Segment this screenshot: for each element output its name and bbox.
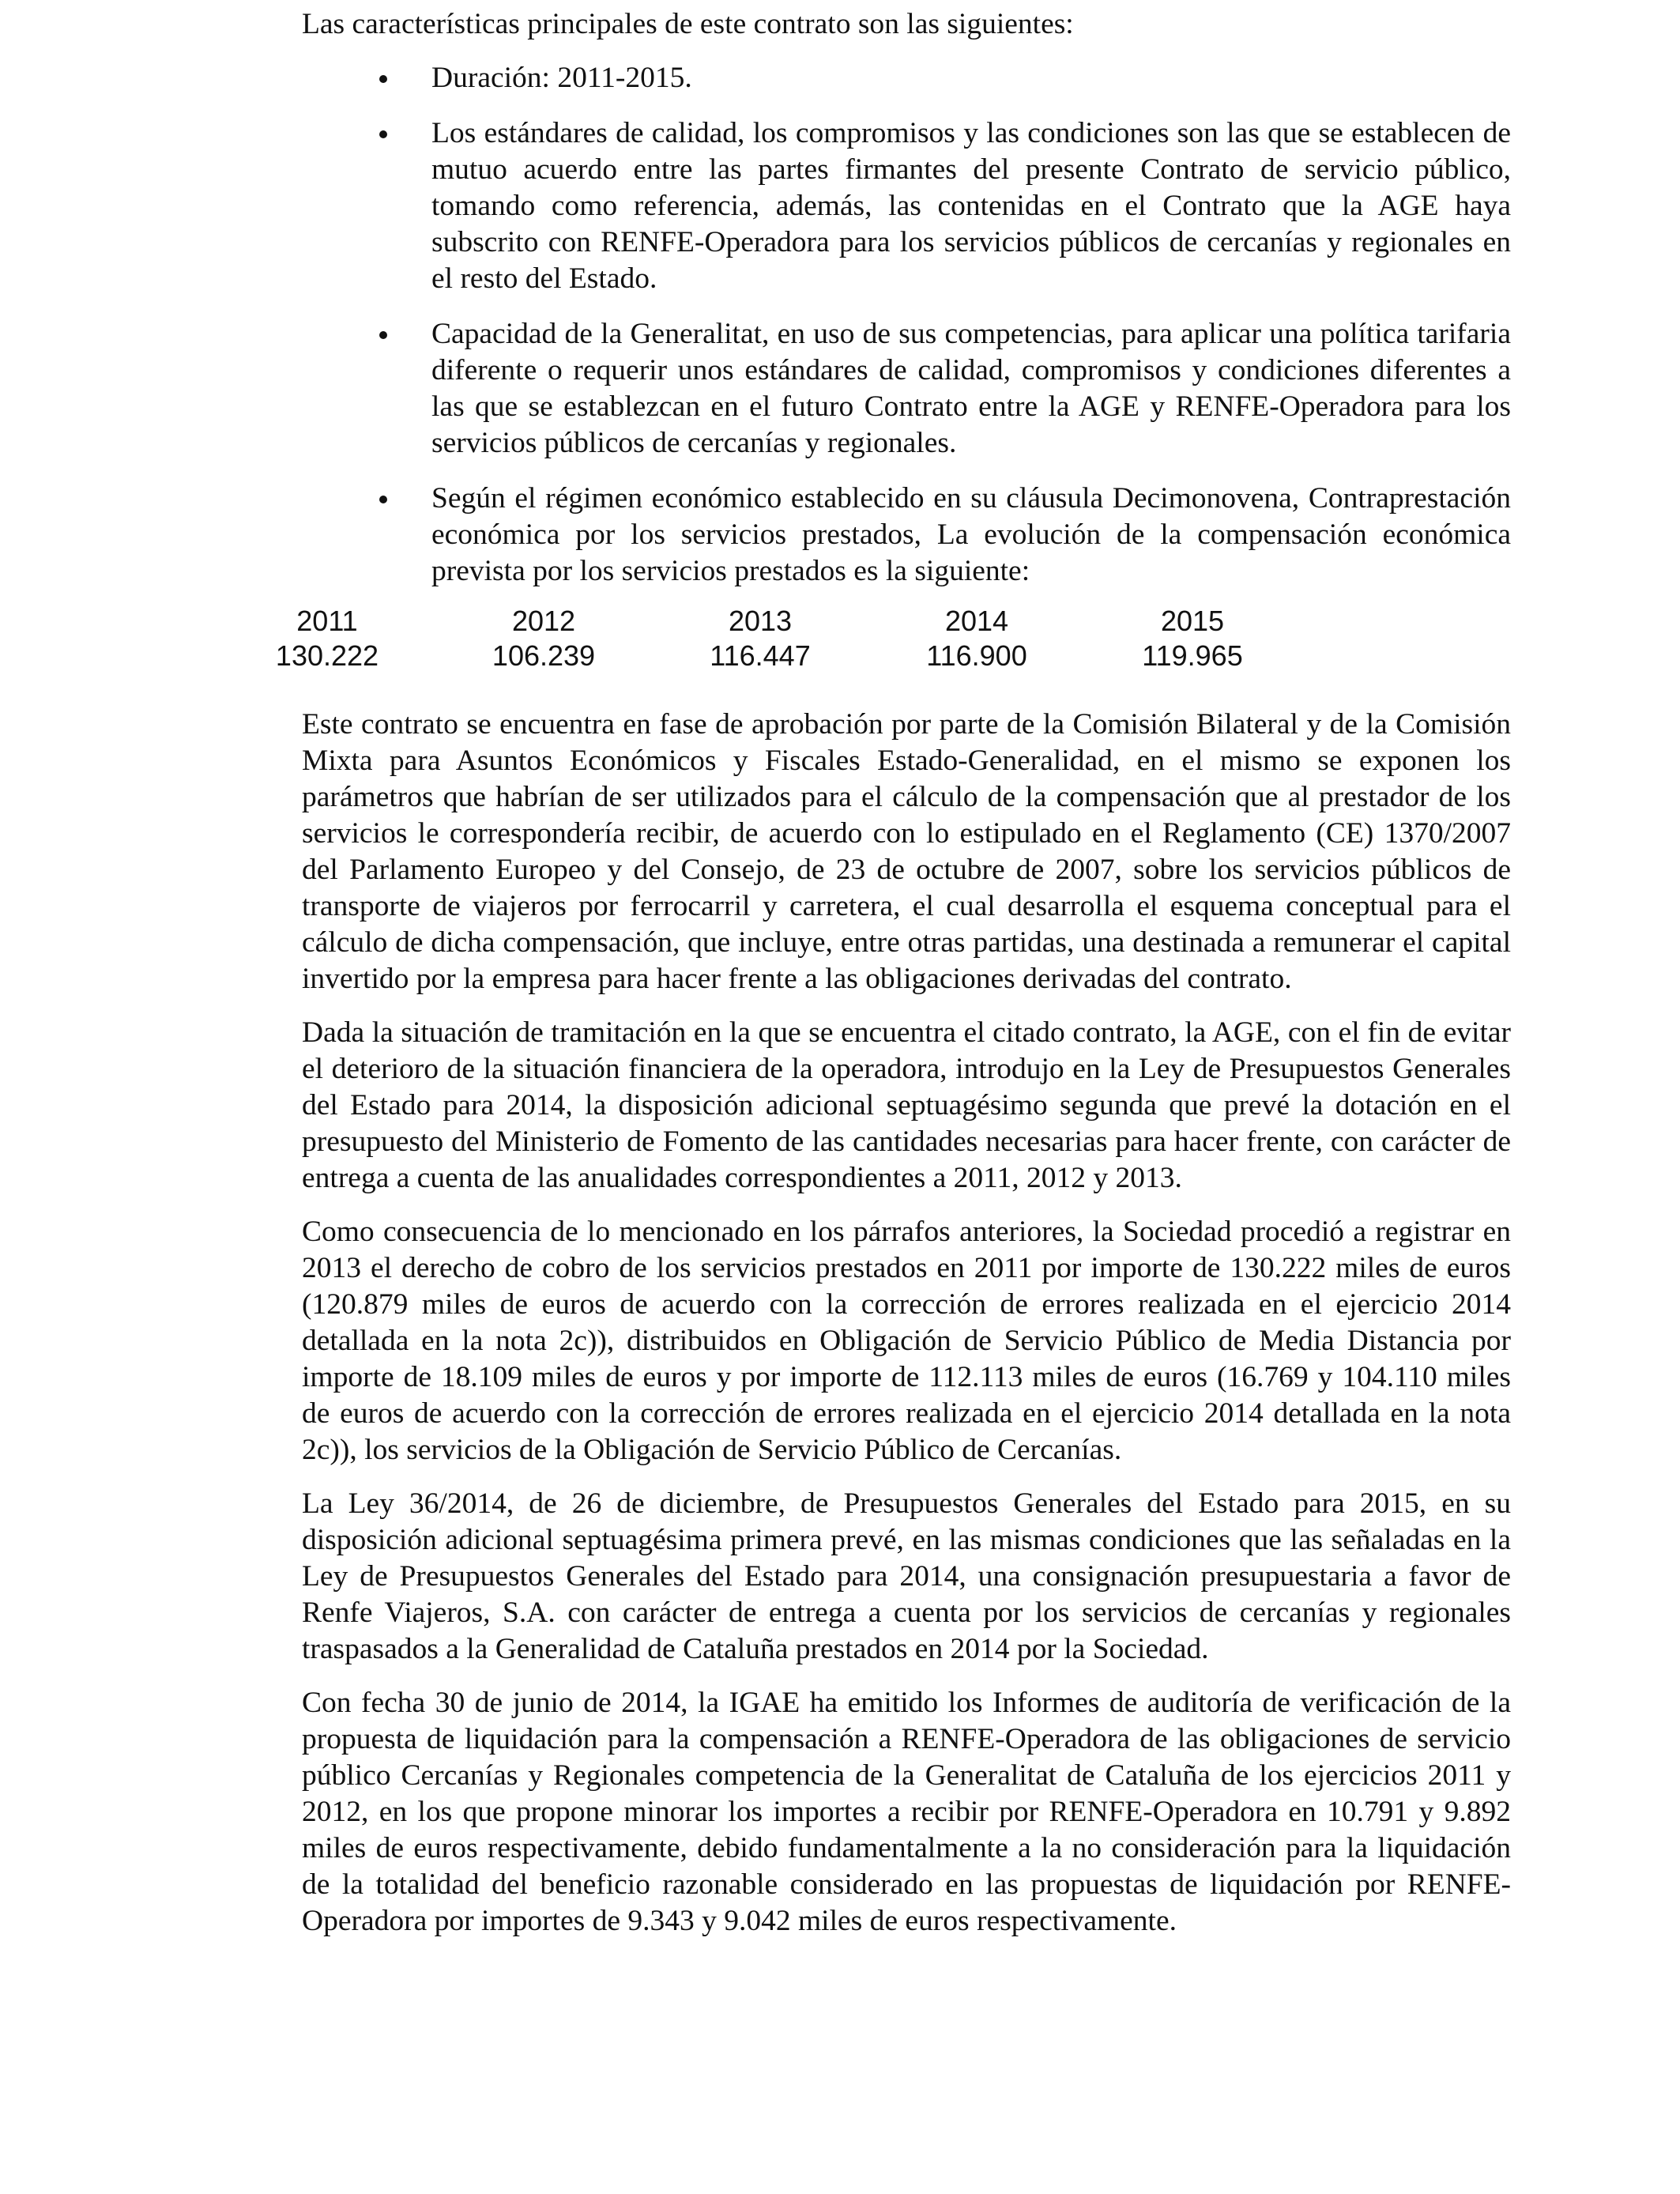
list-item (302, 115, 1511, 297)
compensation-column (898, 604, 1056, 673)
bullet-icon (379, 130, 387, 138)
bullet-icon (379, 75, 387, 83)
year-cell: 2013 (728, 605, 793, 637)
paragraph-law-36-2014: La Ley 36/2014, de 26 de diciembre, de Presupuestos Generales del Estado para 2015, en su disposición adicional septuagésima primera prevé, en las mismas condiciones que las señaladas en la Ley de Presupuestos Generales del Estado para 2014, una consignación presupuestaria a favor de Renfe Viajeros, S.A. con carácter de entrega a cuenta por los servicios de cercanías y regionales traspasados a la Generalidad de Cataluña prestados en 2014 por la Sociedad. (302, 1487, 1511, 1665)
year-cell: 2014 (944, 605, 1009, 637)
list-item (302, 481, 1511, 590)
list-item (302, 316, 1511, 462)
list-item-text: Según el régimen económico establecido en su cláusula Decimonovena, Contraprestación económica por los servicios prestados, La evolución de la compensación económica prevista por los servicios prestados es la siguiente: (431, 482, 1511, 587)
amount-cell: 130.222 (275, 639, 379, 672)
amount-cell: 119.965 (1142, 639, 1243, 672)
compensation-column (465, 604, 623, 673)
intro-text: Las características principales de este contrato son las siguientes: (302, 8, 1074, 40)
list-item-text: Los estándares de calidad, los compromisos y las condiciones son las que se establecen de mutuo acuerdo entre las partes firmantes del presente Contrato de servicio público, tomando como referencia, además, las contenidas en el Contrato que la AGE haya subscrito con RENFE-Operadora para los servicios públicos de cercanías y regionales en el resto del Estado. (431, 117, 1511, 295)
amount-cell: 116.447 (710, 639, 811, 672)
year-cell: 2011 (296, 605, 358, 637)
paragraph-age-budget: Dada la situación de tramitación en la que se encuentra el citado contrato, la AGE, con el fin de evitar el deterioro de la situación financiera de la operadora, introdujo en la Ley de Presupuestos Generales del Estado para 2014, la disposición adicional septuagésimo segunda que prevé la dotación en el presupuesto del Ministerio de Fomento de las cantidades necesarias para hacer frente, con carácter de entrega a cuenta de las anualidades correspondientes a 2011, 2012 y 2013. (302, 1016, 1511, 1194)
amount-cell: 106.239 (492, 639, 596, 672)
year-cell: 2012 (511, 605, 576, 637)
paragraph-collection-rights: Como consecuencia de lo mencionado en los párrafos anteriores, la Sociedad procedió a registrar en 2013 el derecho de cobro de los servicios prestados en 2011 por importe de 130.222 miles de euros (120.879 miles de euros de acuerdo con la corrección de errores realizada en el ejercicio 2014 detallada en la nota 2c)), distribuidos en Obligación de Servicio Público de Media Distancia por importe de 18.109 miles de euros y por importe de 112.113 miles de euros (16.769 y 104.110 miles de euros de acuerdo con la corrección de errores realizada en el ejercicio 2014 detallada en la nota 2c)), los servicios de la Obligación de Servicio Público de Cercanías. (302, 1216, 1511, 1466)
bullet-icon (379, 331, 387, 339)
paragraph-contract-approval: Este contrato se encuentra en fase de aprobación por parte de la Comisión Bilateral y de la Comisión Mixta para Asuntos Económicos y Fiscales Estado-Generalidad, en el mismo se exponen los parámetros que habrían de ser utilizados para el cálculo de la compensación que al prestador de los servicios le correspondería recibir, de acuerdo con lo estipulado en el Reglamento (CE) 1370/2007 del Parlamento Europeo y del Consejo, de 23 de octubre de 2007, sobre los servicios públicos de transporte de viajeros por ferrocarril y carretera, el cual desarrolla el esquema conceptual para el cálculo de dicha compensación, que incluye, entre otras partidas, una destinada a remunerar el capital invertido por la empresa para hacer frente a las obligaciones derivadas del contrato. (302, 708, 1511, 995)
compensation-column (681, 604, 839, 673)
list-item-text: Capacidad de la Generalitat, en uso de sus competencias, para aplicar una política tarifaria diferente o requerir unos estándares de calidad, compromisos y condiciones diferentes a las que se establezcan en el futuro Contrato entre la AGE y RENFE-Operadora para los servicios públicos de cercanías y regionales. (431, 318, 1511, 459)
list-item-text: Duración: 2011-2015. (431, 62, 692, 94)
paragraph-igae-reports: Con fecha 30 de junio de 2014, la IGAE ha emitido los Informes de auditoría de verificación de la propuesta de liquidación para la compensación a RENFE-Operadora de las obligaciones de servicio público Cercanías y Regionales competencia de la Generalitat de Cataluña de los ejercicios 2011 y 2012, en los que propone minorar los importes a recibir por RENFE-Operadora en 10.791 y 9.892 miles de euros respectivamente, debido fundamentalmente a la no consideración para la liquidación de la totalidad del beneficio razonable considerado en las propuestas de liquidación por RENFE-Operadora por importes de 9.343 y 9.042 miles de euros respectivamente. (302, 1687, 1511, 1937)
list-item (302, 60, 1511, 96)
compensation-column (1113, 604, 1271, 673)
document-page (275, 6, 1511, 1957)
bullet-icon (379, 496, 387, 503)
characteristics-list (302, 60, 1511, 590)
compensation-table (275, 604, 1511, 707)
year-cell: 2015 (1160, 605, 1225, 637)
compensation-column (248, 604, 406, 673)
amount-cell: 116.900 (926, 639, 1027, 672)
